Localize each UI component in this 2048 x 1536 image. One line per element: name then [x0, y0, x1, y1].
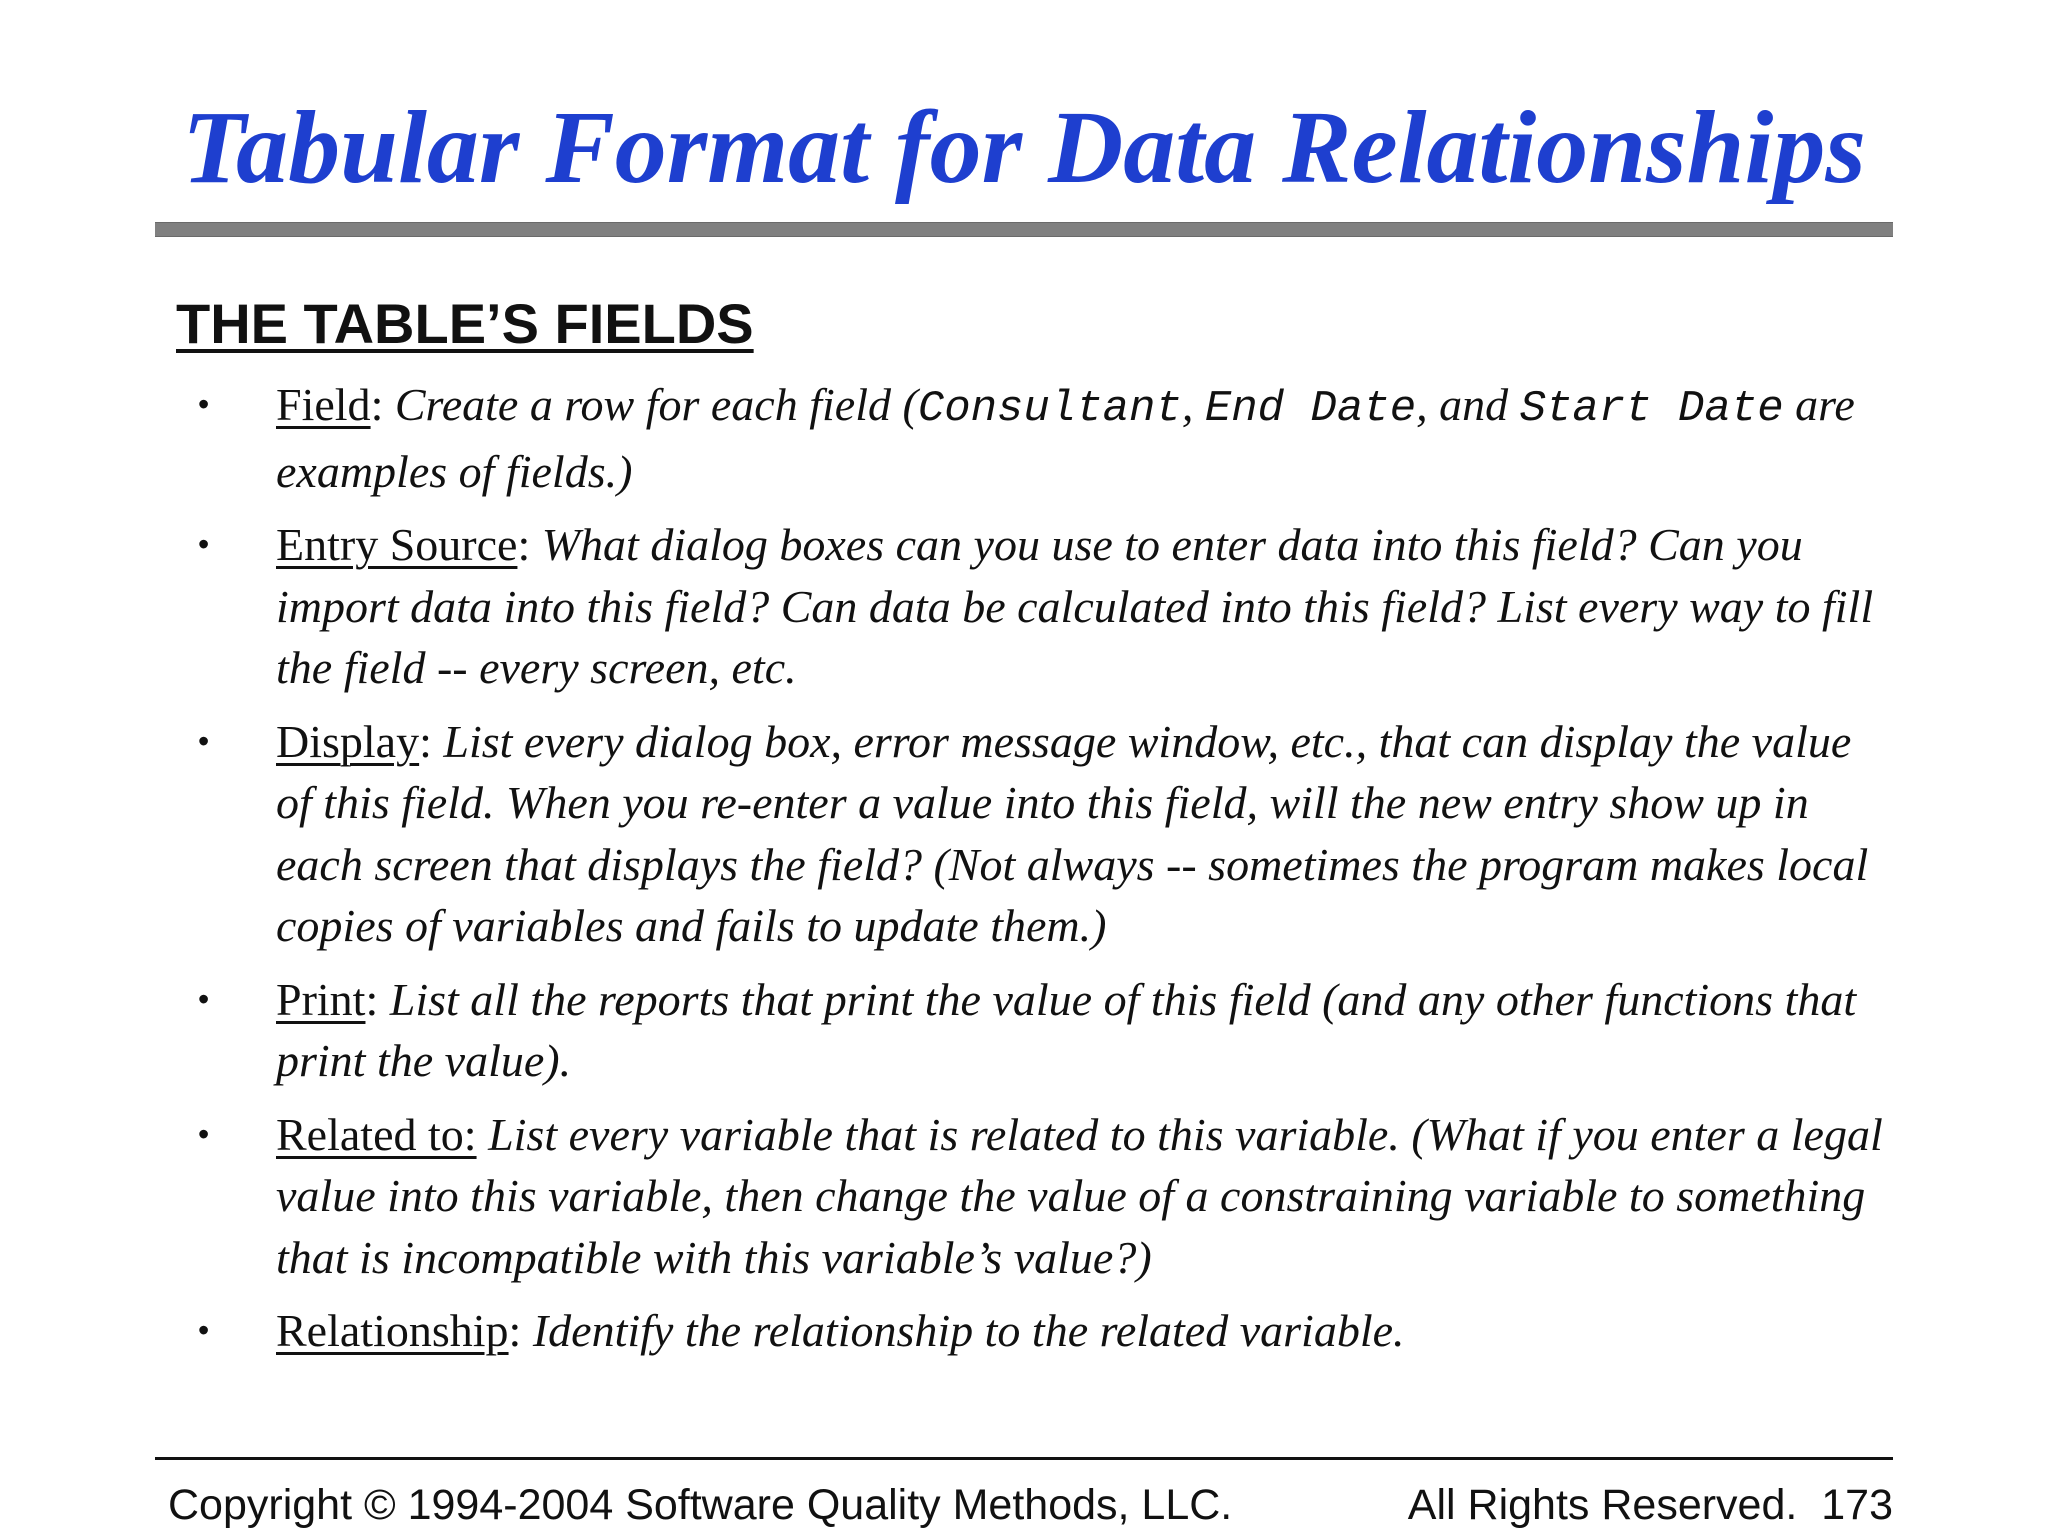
- bullet-description: List every variable that is related to this variable. (What if you enter a legal value into this variable, then change the value of a constraining variable to something that is incompatible with this variable’s value?): [276, 1108, 1883, 1283]
- page-number: 173: [1821, 1481, 1893, 1529]
- bullet-term: Related to:: [276, 1108, 477, 1160]
- bullet-term: Entry Source: [276, 519, 518, 570]
- field-name-code: Consultant: [917, 384, 1182, 434]
- bullet-description: are examples of fields.): [276, 379, 1855, 497]
- bullet-term: Field: [276, 379, 371, 430]
- bullet-description: Create a row for each field (: [394, 379, 918, 430]
- bullet-item-display: [176, 711, 1896, 957]
- bullet-separator: :: [370, 379, 395, 430]
- bullet-separator: :: [365, 973, 390, 1025]
- footer-divider: [155, 1457, 1893, 1460]
- bullet-icon: •: [198, 526, 210, 562]
- bullet-separator: :: [419, 715, 444, 767]
- title-divider: [155, 222, 1893, 237]
- bullet-item-related-to: [176, 1104, 1896, 1289]
- field-name-code: End Date: [1204, 384, 1417, 434]
- bullet-description: List all the reports that print the value of this field (and any other functions that print the value).: [276, 973, 1857, 1086]
- footer-copyright: Copyright © 1994-2004 Software Quality Methods, LLC.: [168, 1481, 1233, 1529]
- bullet-icon: •: [198, 1312, 210, 1348]
- bullet-description: ,: [1181, 379, 1205, 430]
- footer-rights-and-page: [1408, 1478, 1893, 1532]
- bullet-item-print: [176, 969, 1896, 1092]
- bullet-description: , and: [1416, 379, 1520, 430]
- bullet-term: Print: [276, 973, 366, 1025]
- bullet-term: Display: [276, 715, 420, 767]
- footer-rights: All Rights Reserved.: [1407, 1481, 1798, 1529]
- bullet-description: What dialog boxes can you use to enter data into this field? Can you import data into this field? Can data be calculated into this field? List every way to fill the field -- every screen, etc.: [276, 519, 1874, 693]
- bullet-description: Identify the relationship to the related variable.: [532, 1305, 1405, 1356]
- bullet-description: List every dialog box, error message window, etc., that can display the value of this field. When you re-enter a value into this field, will the new entry show up in each screen that displays the field? (Not always -- sometimes the program makes local copies of variables and fails to update them.): [276, 715, 1869, 951]
- bullet-item-entry-source: [176, 514, 1896, 699]
- field-name-code: Start Date: [1519, 384, 1784, 434]
- bullet-icon: •: [198, 1115, 210, 1152]
- bullet-separator: :: [508, 1305, 533, 1356]
- bullet-icon: •: [198, 386, 210, 422]
- bullet-separator: :: [517, 519, 542, 570]
- bullet-icon: •: [198, 722, 210, 759]
- bullet-item-relationship: [176, 1300, 1896, 1362]
- bullet-separator: [477, 1109, 489, 1160]
- bullet-icon: •: [198, 980, 210, 1017]
- section-heading: THE TABLE’S FIELDS: [176, 292, 754, 355]
- bullet-item-field: [176, 374, 1896, 502]
- bullet-list: [176, 374, 1896, 1374]
- slide-title: Tabular Format for Data Relationships: [182, 90, 1866, 205]
- bullet-term: Relationship: [276, 1305, 509, 1356]
